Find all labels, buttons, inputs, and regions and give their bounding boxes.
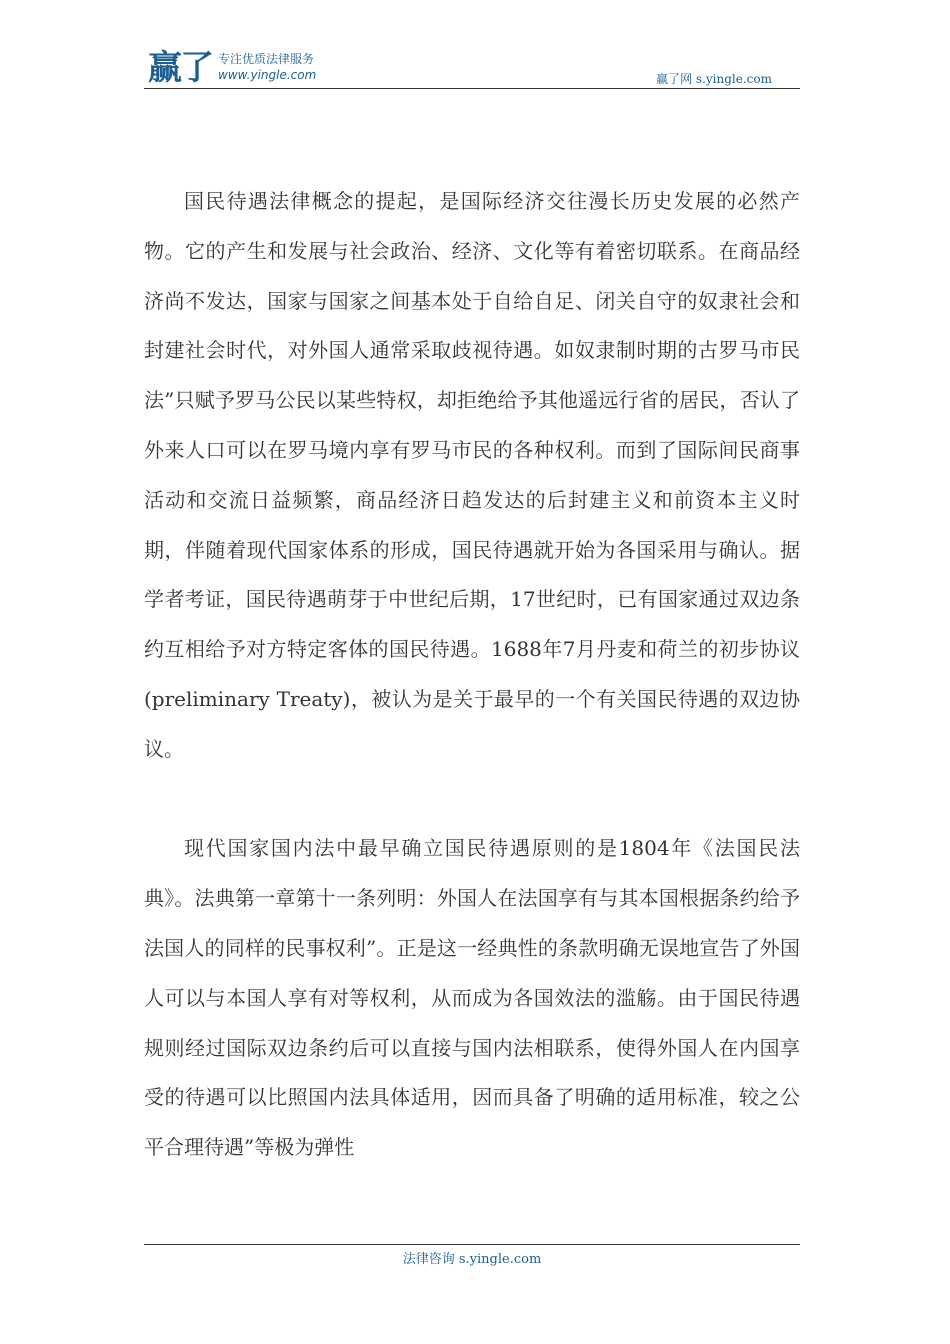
- paragraph-1: 国民待遇法律概念的提起，是国际经济交往漫长历史发展的必然产物。它的产生和发展与社会政治、经济、文化等有着密切联系。在商品经济尚不发达，国家与国家之间基本处于自给自足、闭关自守的奴隶社会和封建社会时代，对外国人通常采取歧视待遇。如奴隶制时期的古罗马市民法”只赋予罗马公民以某些特权，却拒绝给予其他遥远行省的居民，否认了外来人口可以在罗马境内享有罗马市民的各种权利。而到了国际间民商事活动和交流日益频繁，商品经济日趋发达的后封建主义和前资本主义时期，伴随着现代国家体系的形成，国民待遇就开始为各国采用与确认。据学者考证，国民待遇萌芽于中世纪后期，17世纪时，已有国家通过双边条约互相给予对方特定客体的国民待遇。1688年7月丹麦和荷兰的初步协议(preliminary Treaty)，被认为是关于最早的一个有关国民待遇的双边协议。: [144, 189, 800, 761]
- header-site-link[interactable]: 赢了网 s.yingle.com: [656, 72, 772, 86]
- logo-slogan: 专注优质法律服务: [218, 52, 315, 66]
- page-header: [144, 48, 800, 88]
- document-body: [144, 177, 800, 1173]
- logo-mark: 赢了: [148, 48, 212, 88]
- footer-divider: [144, 1244, 800, 1245]
- footer-link[interactable]: 法律咨询 s.yingle.com: [402, 1252, 542, 1267]
- header-divider: [144, 88, 800, 89]
- logo-url: www.yingle.com: [218, 68, 317, 82]
- paragraph-2: 现代国家国内法中最早确立国民待遇原则的是1804年《法国民法典》。法典第一章第十一条列明：外国人在法国享有与其本国根据条约给予法国人的同样的民事权利”。正是这一经典性的条款明确无误地宣告了外国人可以与本国人享有对等权利，从而成为各国效法的滥觞。由于国民待遇规则经过国际双边条约后可以直接与国内法相联系，使得外国人在内国享受的待遇可以比照国内法具体适用，因而具备了明确的适用标准，较之公平合理待遇”等极为弹性: [144, 836, 800, 1160]
